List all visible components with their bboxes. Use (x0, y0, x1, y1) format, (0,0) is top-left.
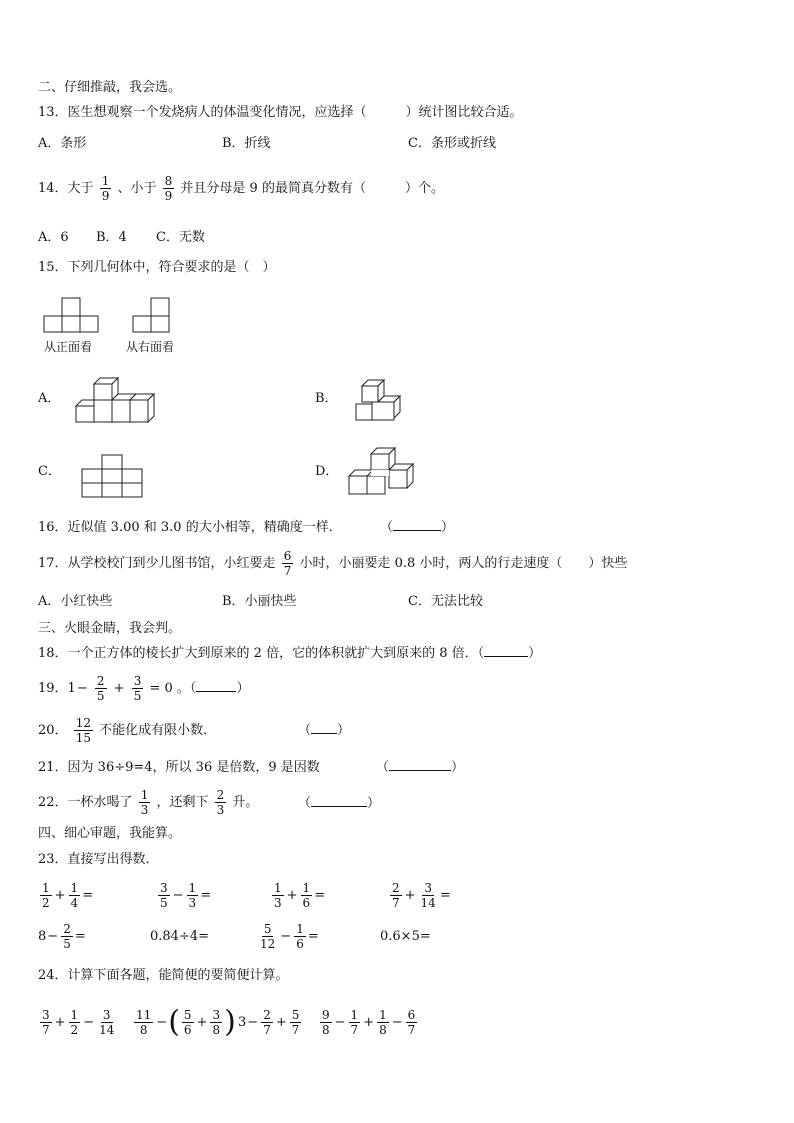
q18-answer-blank[interactable] (484, 656, 528, 657)
question-14 (38, 170, 444, 208)
section-title-2: 二、仔细推敲，我会选。 (38, 80, 182, 95)
q15-option-d-figure[interactable] (349, 448, 417, 496)
q23-expr-7: $\frac{5}{12}$ − $\frac{1}{6}$ = (260, 922, 319, 951)
q13-option-a[interactable]: A．条形 (38, 136, 87, 151)
q24-expr-2: $\frac{11}{8}$ −( $\frac{5}{6}$ + $\frac{3}{8}$ ) (136, 1004, 236, 1040)
question-19: 19．1− $\frac{2}{5}$ + $\frac{3}{5}$ = 0 。（ ） (38, 674, 250, 703)
q17-option-c[interactable]: C．无法比较 (408, 594, 483, 609)
q24-expr-4: $\frac{9}{8}$ − $\frac{1}{7}$ + $\frac{1}{8}$ − $\frac{6}{7}$ (322, 1008, 416, 1037)
q14-option-b[interactable]: B．4 (96, 230, 127, 245)
right-view-label: 从右面看 (126, 340, 175, 354)
question-13: 13．医生想观察一个发烧病人的体温变化情况，应选择（ ）统计图比较合适。 (38, 105, 523, 120)
q23-expr-2: $\frac{3}{5}$ − $\frac{1}{3}$ = (160, 881, 212, 910)
q16-answer-blank[interactable]: （ ） (380, 520, 455, 535)
q15-option-c-figure[interactable] (82, 455, 142, 497)
q15-option-c[interactable]: C． (38, 464, 61, 479)
question-16: 16．近似值 3.00 和 3.0 的大小相等，精确度一样． (38, 520, 342, 535)
q14-fraction-1: $\frac{1}{9}$ (101, 174, 110, 203)
q15-option-b[interactable]: B． (315, 391, 338, 406)
q14-option-a[interactable]: A．6 (38, 230, 69, 245)
right-view-figure (133, 298, 171, 334)
q15-option-d[interactable]: D． (315, 464, 339, 479)
question-21: 21．因为 36÷9=4，所以 36 是倍数，9 是因数 (38, 760, 320, 775)
q17-option-b[interactable]: B．小丽快些 (222, 594, 297, 609)
q20-answer-blank[interactable]: （ ） (298, 723, 351, 738)
q13-option-b[interactable]: B．折线 (222, 136, 271, 151)
question-23: 23．直接写出得数． (38, 852, 159, 867)
q14-option-c[interactable]: C．无数 (156, 230, 205, 245)
q23-expr-4: $\frac{2}{7}$ + $\frac{3}{14}$ = (392, 881, 451, 910)
question-24: 24．计算下面各题，能简便的要简便计算。 (38, 968, 289, 983)
question-20: 20． $\frac{12}{15}$ 不能化成有限小数． (38, 716, 217, 745)
section-title-3: 三、火眼金睛，我会判。 (38, 621, 182, 636)
q24-expr-1: $\frac{3}{7}$ + $\frac{1}{2}$ − $\frac{3}{14}$ (42, 1008, 115, 1037)
question-22: 22．一杯水喝了 $\frac{1}{3}$ ，还剩下 $\frac{2}{3}$ 升。 (38, 788, 259, 817)
q23-expr-1: $\frac{1}{2}$ + $\frac{1}{4}$ = (42, 881, 94, 910)
q23-expr-6: 0.84÷4= (150, 929, 210, 944)
q21-answer-blank[interactable]: （ ） (376, 760, 465, 775)
q23-expr-8: 0.6×5= (380, 929, 431, 944)
q23-expr-3: $\frac{1}{3}$ + $\frac{1}{6}$ = (274, 881, 326, 910)
front-view-label: 从正面看 (44, 340, 93, 354)
q23-expr-5: 8− $\frac{2}{5}$ = (38, 922, 86, 951)
q13-option-c[interactable]: C．条形或折线 (408, 136, 496, 151)
q14-part2: 、小于 (117, 181, 157, 196)
q22-answer-blank[interactable]: （ ） (298, 796, 381, 811)
q19-answer-blank[interactable] (196, 691, 236, 692)
q15-option-a[interactable]: A． (38, 391, 61, 406)
question-18: 18．一个正方体的棱长扩大到原来的 2 倍，它的体积就扩大到原来的 8 倍．（ ） (38, 646, 542, 661)
q14-part1: 14．大于 (38, 181, 94, 196)
q14-fraction-2: $\frac{8}{9}$ (164, 174, 173, 203)
question-15: 15．下列几何体中，符合要求的是（ ） (38, 260, 276, 275)
question-17: 17．从学校校门到少儿图书馆，小红要走 $\frac{6}{7}$ 小时，小丽要走 0.8 小时，两人的行走速度（ ）快些 (38, 549, 628, 578)
q14-part3: 并且分母是 9 的最简真分数有（ ）个。 (180, 181, 444, 196)
q15-option-a-figure[interactable] (70, 376, 154, 424)
section-title-4: 四、细心审题，我能算。 (38, 826, 182, 841)
front-view-figure (44, 298, 100, 334)
q15-option-b-figure[interactable] (356, 380, 404, 424)
q17-option-a[interactable]: A．小红快些 (38, 594, 113, 609)
q24-expr-3: 3− $\frac{2}{7}$ + $\frac{5}{7}$ (238, 1008, 300, 1037)
q17-fraction: $\frac{6}{7}$ (283, 549, 292, 578)
